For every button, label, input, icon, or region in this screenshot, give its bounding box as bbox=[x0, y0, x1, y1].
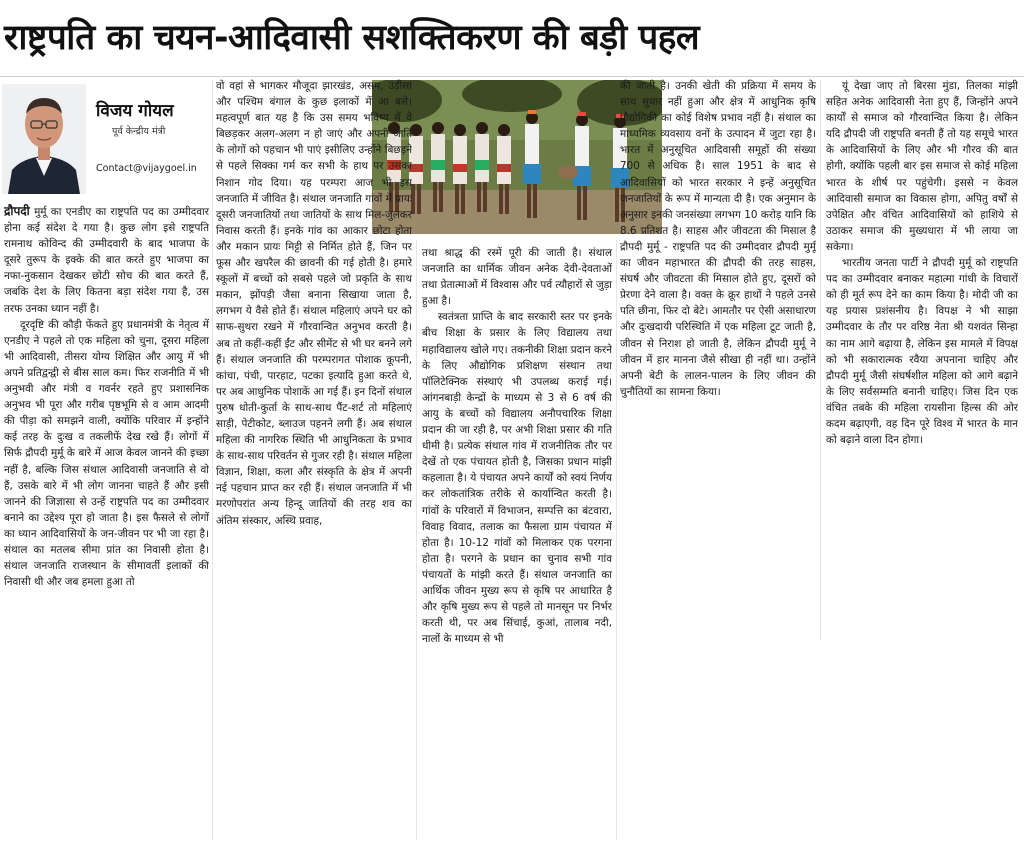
paragraph: की जाती है। उनकी खेती की प्रक्रिया में समय के साथ सुधार नहीं हुआ और क्षेत्र में आधुनिक कृषि प्रौद्योगिकी का कोई विशेष प्रभाव नहीं है। संथाल का माध्यमिक व्यवसाय वनों के उत्पादन में जुटा रहा है। भारत में अनुसूचित आदिवासी समूहों की संख्या 700 से अधिक है। साल 1951 के बाद से आदिवासियों को भारत सरकार ने इन्हें अनुसूचित जनजातियों के रूप में मान्यता दी है। एक अनुमान के अनुसार इनकी जनसंख्या लगभग 10 करोड़ यानि कि 8.6 प्रतिशत है। साहस और जीवटता की मिसाल है द्रौपदी मुर्मू - राष्ट्रपति पद की उम्मीदवार द्रौपदी मुर्मू का जीवन महाभारत की द्रौपदी की तरह साहस, संघर्ष और जीवटता की मिसाल होते हुए, दूसरों को प्रेरणा देने वाला है। वक्त के क्रूर हाथों ने पहले उनसे पति छीना, फिर दो बेटे। आमतौर पर ऐसी असाधारण और दुःखदायी परिस्थिति में एक महिला टूट जाती है, जीवन से निराश हो जाती है, लेकिन द्रौपदी मुर्मू ने जीवन में हार मानना जैसे सीखा ही नहीं था। उन्होंने अपनी बेटी के लालन-पालन के लिए जीवन की चुनौतियों का सामना किया। bbox=[620, 80, 816, 398]
paragraph: भारतीय जनता पार्टी ने द्रौपदी मुर्मू को राष्ट्रपति पद का उम्मीदवार बनाकर महात्मा गांधी के विचारों को ही मूर्त रूप देने का काम किया है। मोदी जी का यह प्रयास प्रशंसनीय है। विपक्ष ने भी साझा उम्मीदवार के तौर पर वरिष्ठ नेता श्री यशवंत सिन्हा का नाम आगे बढ़ाया है, लेकिन इस मामले में विपक्ष को भी सकारात्मक रवैया अपनाना चाहिए और द्रौपदी मुर्मू जैसी संघर्षशील महिला को आगे बढ़ाने के लिए सर्वसम्मति बनानी चाहिए। जिस दिन एक वंचित तबके की महिला रायसीना हिल्स की ओर कदम बढ़ाएगी, वह दिन पूरे विश्व में भारत के मान को बढ़ाने वाला दिन होगा। bbox=[826, 257, 1018, 447]
headline-rule bbox=[0, 76, 1024, 77]
lead-word: द्रौपदी bbox=[4, 204, 30, 218]
author-photo bbox=[2, 84, 86, 194]
author-contact: Contact@vijaygoel.in bbox=[96, 163, 197, 174]
paragraph: मुर्मू का एनडीए का राष्ट्रपति पद का उम्मीदवार होना कई संदेश दे गया है। कुछ लोग इसे राष्ट्रपति रामनाथ कोविन्द की उम्मीदवारी के बाद भाजपा के दूसरे तुरूप के इक्के की बात करते हुए भाजपा का नफा-नुकसान देखकर छोटी सोच की बात करते हैं, जबकि देश के लिए कितना बड़ा संदेश गया है, उस तरफ उनका ध्यान नहीं है। bbox=[4, 206, 209, 315]
article-column-5 bbox=[826, 78, 1018, 638]
column-divider bbox=[616, 240, 617, 840]
article-column-1 bbox=[4, 203, 209, 843]
paragraph: तथा श्राद्ध की रस्में पूरी की जाती है। संथाल जनजाति का धार्मिक जीवन अनेक देवी-देवताओं तथा प्रेतात्माओं में विश्वास और पर्व त्यौहारों से जुड़ा हुआ है। bbox=[422, 247, 612, 308]
article-column-4 bbox=[620, 78, 816, 638]
article-column-2 bbox=[216, 78, 412, 843]
paragraph: वो वहां से भागकर मौजूदा झारखंड, असम, उड़ीसा और पश्चिम बंगाल के कुछ इलाकों में आ बसे। महत्वपूर्ण बात यह है कि उस समय भविष्य में वे बिछड़कर अलग-अलग न हो जाएं और अपनी जाति के लोगों को पहचान भी पाएं इसीलिए उन्होंने बिछड़ने से पहले सिक्का गर्म कर सभी के हाथ पर उसका निशान गोद दिया। यह परम्परा आज भी इस जनजाति में जीवित है। संथाल जनजाति गांवों में प्रायः दूसरी जनजातियों तथा जातियों के साथ मिल-जुलकर निवास करती हैं। इनके गांव का आकार छोटा होता और मकान प्रायः मिट्टी से निर्मित होते हैं, जिन पर फूस और खपरैल की छावनी की गई होती है। हमारे स्कूलों में बच्चों को सबसे पहले जो प्रकृति के साथ मकान, झोंपड़ी जैसा बनाना सिखाया जाता है, लगभग ये वैसे होते हैं। संथाल महिलाएं अपने घर को साफ-सुथरा रखने में गौरवान्वित अनुभव करती है। अब तो कहीं-कहीं ईंट और सीमेंट से भी घर बनने लगे हैं। संथाल जनजाति की परम्परागत पोशाक कूपनी, कांचा, पंची, पारहाट, पटका इत्यादि हुआ करते थे, पर अब आधुनिक पोशाकें आ गई हैं। इन दिनों संथाल पुरुष धोती-कुर्ता के साथ-साथ पैंट-शर्ट तो महिलाएं साड़ी, पेटीकोट, ब्लाउज पहनने लगी हैं। अब संथाल महिला की नागरिक स्थिति भी आधुनिकता के प्रभाव के साथ-साथ परिवर्तन से गुजर रही है। संथाल महिला विज्ञान, शिक्षा, कला और संस्कृति के क्षेत्र में अपनी नई पहचान प्राप्त कर रही हैं। संथाल जनजाति में भी मरणोपरांत अन्य हिन्दू जातियों की तरह शव का अंतिम संस्कार, अस्थि प्रवाह, bbox=[216, 80, 412, 527]
article-column-3 bbox=[422, 245, 612, 843]
author-role: पूर्व केन्द्रीय मंत्री bbox=[112, 126, 166, 137]
santhal-dance-photo bbox=[372, 80, 662, 234]
column-divider bbox=[212, 80, 213, 840]
paragraph: स्वतंत्रता प्राप्ति के बाद सरकारी स्तर पर इनके बीच शिक्षा के प्रसार के लिए विद्यालय तथा महाविद्यालय खोले गए। तकनीकी शिक्षा प्रदान करने के लिए औद्योगिक प्रशिक्षण संस्थान तथा पॉलिटेक्निक संस्थाएं भी उपलब्ध कराई गई। आंगनबाड़ी केन्द्रों के माध्यम से 3 से 6 वर्ष की आयु के बच्चों को विद्यालय अनौपचारिक शिक्षा प्रदान की जा रही है, पर अभी शिक्षा प्रसार की गति धीमी है। प्रत्येक संथाल गांव में राजनीतिक तौर पर देखें तो एक पंचायत होती है, जिसका प्रधान मांझी कहलाता है। ये पंचायत अपने कार्यों को स्वयं निर्णय कर लोकतांत्रिक तरीके से कार्यान्वित करती है। गांवों के परिवारों में विभाजन, सम्पत्ति का बंटवारा, विवाह विवाद, तलाक का फैसला ग्राम पंचायत में होता है। 10-12 गांवों को मिलाकर एक परगना होता है। परगने के प्रधान का चुनाव सभी गांव पंचायतों के मांझी करते हैं। संथाल जनजाति का आर्थिक जीवन मुख्य रूप से कृषि पर आधारित है और कृषि मुख्य रूप से पहले तो मानसून पर निर्भर करती थी, पर अब सिंचाई, कुआं, तालाब नदी, नालों के माध्यम से भी bbox=[422, 311, 612, 646]
column-divider bbox=[416, 240, 417, 840]
column-divider bbox=[820, 80, 821, 640]
paragraph: यूं देखा जाए तो बिरसा मुंडा, तिलका मांझी सहित अनेक आदिवासी नेता हुए हैं, जिन्होंने अपने कार्यों से समाज को गौरवान्वित किया है। लेकिन यदि द्रौपदी जी राष्ट्रपति बनती हैं तो यह समूचे भारत के आदिवासियों के लिए और भी गौरव की बात होगी, क्योंकि पहली बार इस समाज से कोई महिला भारत के शीर्ष पर पहुंचेगी। इससे न केवल आदिवासी समाज का विकास होगा, अपितु वर्षों से उपेक्षित और वंचित आदिवासियों को हाशिये से उठाकर समाज की मुख्यधारा में भी लाया जा सकेगा। bbox=[826, 80, 1018, 253]
byline bbox=[0, 80, 210, 198]
headline: राष्ट्रपति का चयन-आदिवासी सशक्तिकरण की बड़ी पहल bbox=[4, 18, 700, 58]
paragraph: दूरदृष्टि की कौड़ी फेंकते हुए प्रधानमंत्री के नेतृत्व में एनडीए ने पहले तो एक महिला को चुना, दूसरा महिला भी आदिवासी, तीसरा योग्य शिक्षित और आयु में भी अपने प्रतिद्वन्द्वी से बीस साल कम। फिर राजनीति में भी अनुभवी और मंत्री व गवर्नर रहते हुए प्रशासनिक अनुभव भी पूरा और गरीब पृष्ठभूमि से व आम आदमी की पीड़ा को समझने वाली, क्योंकि परिवार में इन्होंने कई तरह के दुःख व तकलीफें देख रखे हैं। लोगों में सिर्फ द्रौपदी मुर्मू के बारे में आज केवल जानने की इच्छा नहीं है, बल्कि जिस संथाल आदिवासी जनजाति से वो हैं, उसके बारे में भी लोग जानना चाहते हैं और इसी जानने की जिज्ञासा से उन्हें राष्ट्रपति पद का उम्मीदवार बनाने का उद्देश्य पूरा हो जाता है। इस फैसले से लोगों का ध्यान आदिवासियों के जन-जीवन पर भी जा रहा है। संथाल का मतलब सीमा प्रांत का निवासी होता है। संथाल जनजाति राजस्थान के सीमावर्ती इलाकों की निवासी थी और जब हमला हुआ तो bbox=[4, 318, 209, 589]
author-name: विजय गोयल bbox=[96, 101, 174, 121]
